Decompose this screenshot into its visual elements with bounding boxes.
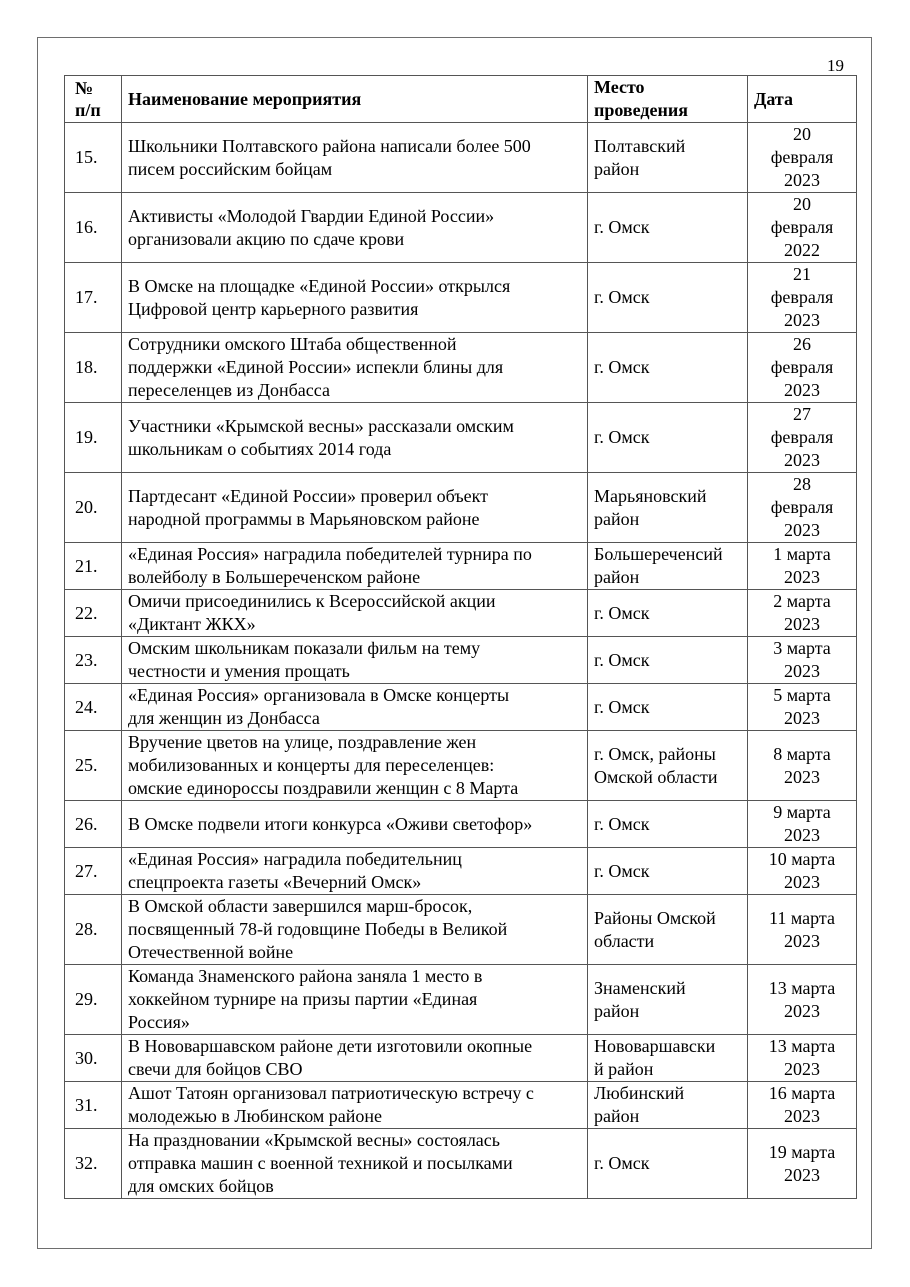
event-place: г. Омск [588, 193, 748, 263]
event-date: 26 февраля 2023 [748, 333, 857, 403]
event-place: г. Омск [588, 333, 748, 403]
event-date: 13 марта 2023 [748, 965, 857, 1035]
row-number: 27. [65, 848, 122, 895]
table-row [65, 731, 857, 801]
event-name: Омским школьникам показали фильм на тему честности и умения прощать [122, 637, 588, 684]
event-place: Полтавский район [588, 123, 748, 193]
event-name: В Омске подвели итоги конкурса «Оживи светофор» [122, 801, 588, 848]
event-date: 19 марта 2023 [748, 1129, 857, 1199]
event-date: 8 марта 2023 [748, 731, 857, 801]
event-place: Знаменский район [588, 965, 748, 1035]
row-number: 30. [65, 1035, 122, 1082]
event-name: Ашот Татоян организовал патриотическую встречу с молодежью в Любинском районе [122, 1082, 588, 1129]
row-number: 22. [65, 590, 122, 637]
table-header-row [65, 76, 857, 123]
event-place: г. Омск [588, 403, 748, 473]
event-date: 13 марта 2023 [748, 1035, 857, 1082]
row-number: 21. [65, 543, 122, 590]
event-name: Школьники Полтавского района написали более 500 писем российским бойцам [122, 123, 588, 193]
event-date: 11 марта 2023 [748, 895, 857, 965]
table-row [65, 637, 857, 684]
event-name: В Нововаршавском районе дети изготовили окопные свечи для бойцов СВО [122, 1035, 588, 1082]
event-date: 5 марта 2023 [748, 684, 857, 731]
table-row [65, 965, 857, 1035]
event-place: Районы Омской области [588, 895, 748, 965]
page-number: 19 [827, 56, 844, 75]
event-place: Большеречeнсий район [588, 543, 748, 590]
event-name: Вручение цветов на улице, поздравление жен мобилизованных и концерты для переселенцев: омские единороссы поздравили женщин с 8 Марта [122, 731, 588, 801]
row-number: 17. [65, 263, 122, 333]
event-place: г. Омск [588, 590, 748, 637]
event-date: 3 марта 2023 [748, 637, 857, 684]
event-place: г. Омск, районы Омской области [588, 731, 748, 801]
event-name: «Единая Россия» наградила победителей турнира по волейболу в Большереченском районе [122, 543, 588, 590]
table-row [65, 801, 857, 848]
row-number: 29. [65, 965, 122, 1035]
event-place: Нововаршавски й район [588, 1035, 748, 1082]
event-place: г. Омск [588, 637, 748, 684]
row-number: 31. [65, 1082, 122, 1129]
header-place: Место проведения [588, 76, 748, 123]
event-date: 1 марта 2023 [748, 543, 857, 590]
table-row [65, 1035, 857, 1082]
event-date: 20 февраля 2022 [748, 193, 857, 263]
row-number: 20. [65, 473, 122, 543]
event-place: г. Омск [588, 801, 748, 848]
event-place: г. Омск [588, 848, 748, 895]
event-name: В Омске на площадке «Единой России» открылся Цифровой центр карьерного развития [122, 263, 588, 333]
row-number: 24. [65, 684, 122, 731]
events-table [64, 75, 857, 1199]
table-row [65, 403, 857, 473]
event-name: Омичи присоединились к Всероссийской акции «Диктант ЖКХ» [122, 590, 588, 637]
table-row [65, 1082, 857, 1129]
row-number: 18. [65, 333, 122, 403]
row-number: 23. [65, 637, 122, 684]
table-row [65, 590, 857, 637]
table-row [65, 333, 857, 403]
table-row [65, 473, 857, 543]
event-date: 9 марта 2023 [748, 801, 857, 848]
event-date: 28 февраля 2023 [748, 473, 857, 543]
event-name: Партдесант «Единой России» проверил объект народной программы в Марьяновском районе [122, 473, 588, 543]
event-name: «Единая Россия» наградила победительниц спецпроекта газеты «Вечерний Омск» [122, 848, 588, 895]
event-name: Сотрудники омского Штаба общественной поддержки «Единой России» испекли блины для переселенцев из Донбасса [122, 333, 588, 403]
event-place: г. Омск [588, 684, 748, 731]
header-event-name: Наименование мероприятия [122, 76, 588, 123]
row-number: 26. [65, 801, 122, 848]
row-number: 15. [65, 123, 122, 193]
table-row [65, 684, 857, 731]
header-date: Дата [748, 76, 857, 123]
row-number: 28. [65, 895, 122, 965]
table-row [65, 543, 857, 590]
row-number: 25. [65, 731, 122, 801]
event-name: На праздновании «Крымской весны» состоялась отправка машин с военной техникой и посылками для омских бойцов [122, 1129, 588, 1199]
row-number: 19. [65, 403, 122, 473]
event-date: 21 февраля 2023 [748, 263, 857, 333]
table-row [65, 123, 857, 193]
event-place: г. Омск [588, 263, 748, 333]
event-place: Марьяновский район [588, 473, 748, 543]
event-date: 20 февраля 2023 [748, 123, 857, 193]
event-name: Команда Знаменского района заняла 1 место в хоккейном турнире на призы партии «Единая Россия» [122, 965, 588, 1035]
event-place: Любинский район [588, 1082, 748, 1129]
event-date: 27 февраля 2023 [748, 403, 857, 473]
event-date: 2 марта 2023 [748, 590, 857, 637]
row-number: 32. [65, 1129, 122, 1199]
event-name: В Омской области завершился марш-бросок, посвященный 78-й годовщине Победы в Великой Отечественной войне [122, 895, 588, 965]
event-name: Участники «Крымской весны» рассказали омским школьникам о событиях 2014 года [122, 403, 588, 473]
header-number: № п/п [65, 76, 122, 123]
table-row [65, 895, 857, 965]
table-row [65, 848, 857, 895]
event-date: 16 марта 2023 [748, 1082, 857, 1129]
row-number: 16. [65, 193, 122, 263]
event-name: «Единая Россия» организовала в Омске концерты для женщин из Донбасса [122, 684, 588, 731]
table-row [65, 263, 857, 333]
event-date: 10 марта 2023 [748, 848, 857, 895]
table-row [65, 1129, 857, 1199]
event-name: Активисты «Молодой Гвардии Единой России» организовали акцию по сдаче крови [122, 193, 588, 263]
table-row [65, 193, 857, 263]
event-place: г. Омск [588, 1129, 748, 1199]
